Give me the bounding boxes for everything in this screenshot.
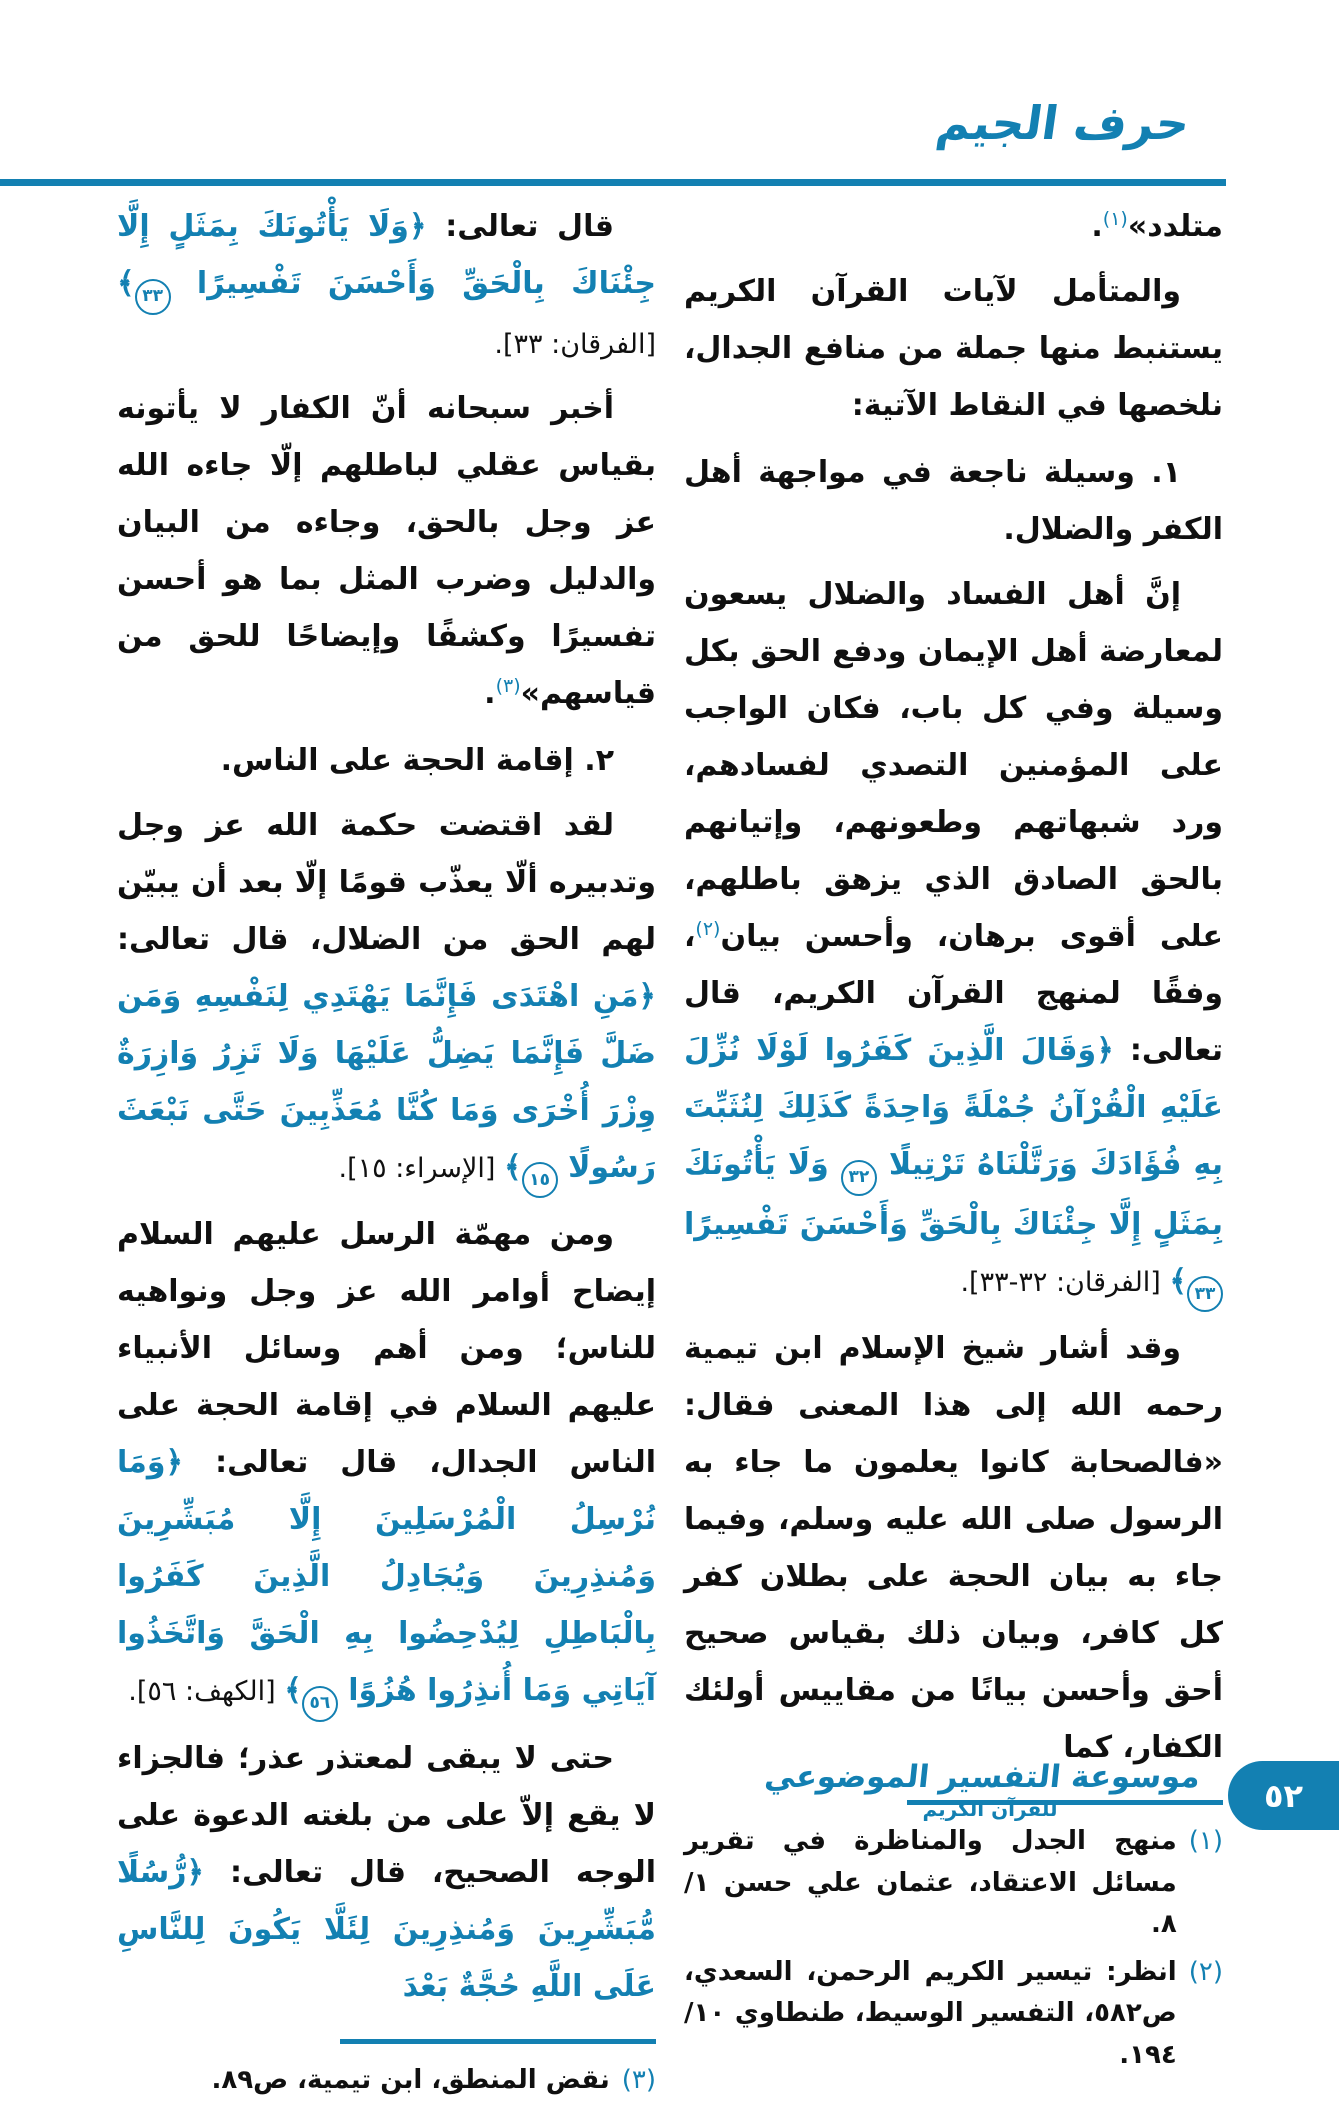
quran-verse: ﴾ bbox=[1169, 1263, 1187, 1299]
text-run: . bbox=[1091, 209, 1103, 244]
quran-verse: ﴿وَمَا نُرْسِلُ الْمُرْسَلِينَ إِلَّا مُبَشِّرِينَ وَمُنذِرِينَ وَيُجَادِلُ الَّذِينَ كَفَرُوا بِالْبَاطِلِ لِيُدْحِضُوا بِهِ الْحَقَّ وَاتَّخَذُوا آيَاتِي وَمَا أُنذِرُوا هُزُوًا bbox=[117, 1445, 656, 1708]
left-column bbox=[117, 198, 656, 2107]
paragraph bbox=[117, 1206, 656, 1722]
ayah-number-badge: ١٥ bbox=[522, 1162, 558, 1198]
text-run: والمتأمل لآيات القرآن الكريم يستنبط منها جملة من منافع الجدال، نلخصها في النقاط الآتية: bbox=[684, 274, 1223, 423]
heading-text: ١. وسيلة ناجعة في مواجهة أهل الكفر والضلال. bbox=[684, 455, 1223, 547]
footnote bbox=[684, 1821, 1223, 1946]
quran-verse: وَلَا يَأْتُونَكَ بِمَثَلٍ إِلَّا جِئْنَاكَ بِالْحَقِّ وَأَحْسَنَ تَفْسِيرًا bbox=[684, 1147, 1223, 1242]
paragraph bbox=[684, 198, 1223, 255]
page-number: ٥٢ bbox=[1263, 1776, 1304, 1815]
text-run: ومن مهمّة الرسل عليهم السلام إيضاح أوامر الله عز وجل ونواهيه للناس؛ ومن أهم وسائل الأنبياء عليهم السلام في إقامة الحجة على الناس الجدال، قال تعالى: bbox=[117, 1217, 656, 1480]
paragraph bbox=[684, 263, 1223, 434]
verse-reference: [الفرقان: ٣٢-٣٣]. bbox=[960, 1266, 1170, 1298]
logo-title-text: موسوعة التفسير الموضوعي bbox=[762, 1759, 1202, 1795]
quran-verse: ﴿وَلَا يَأْتُونَكَ بِمَثَلٍ إِلَّا جِئْنَاكَ بِالْحَقِّ وَأَحْسَنَ تَفْسِيرًا bbox=[117, 209, 656, 301]
paragraph bbox=[684, 1320, 1223, 1776]
paragraph bbox=[117, 797, 656, 1199]
ayah-number-badge: ٣٣ bbox=[135, 279, 171, 315]
text-run: حتى لا يبقى لمعتذر عذر؛ فالجزاء لا يقع إلاّ على من بلغته الدعوة على الوجه الصحيح، قال تعالى: bbox=[117, 1740, 656, 1890]
footnote-marker: (١) bbox=[1188, 1826, 1223, 1856]
footnote bbox=[684, 1952, 1223, 2077]
heading-text: ٢. إقامة الحجة على الناس. bbox=[220, 742, 614, 778]
quran-verse: ﴿وَقَالَ الَّذِينَ كَفَرُوا لَوْلَا نُزِّلَ عَلَيْهِ الْقُرْآنُ جُمْلَةً وَاحِدَةً كَذَلِكَ لِنُثَبِّتَ بِهِ فُؤَادَكَ وَرَتَّلْنَاهُ تَرْتِيلًا bbox=[684, 1033, 1223, 1182]
footnote-divider-rule bbox=[340, 2039, 656, 2044]
footnote-marker: (٢) bbox=[1188, 1956, 1223, 1987]
text-run: لقد اقتضت حكمة الله عز وجل وتدبيره ألّا يعذّب قومًا إلّا بعد أن يبيّن لهم الحق من الضلال، قال تعالى: bbox=[117, 807, 656, 957]
section-heading bbox=[684, 444, 1223, 558]
verse-reference: [الإسراء: ١٥]. bbox=[338, 1152, 505, 1184]
paragraph bbox=[117, 198, 656, 372]
quran-verse: ﴾ bbox=[284, 1673, 302, 1708]
footnote-marker: (٣) bbox=[621, 2064, 656, 2095]
logo-subtitle-text: للقرآن الكريم bbox=[922, 1797, 1058, 1822]
header-divider-rule bbox=[0, 179, 1226, 186]
page-number-badge bbox=[1228, 1761, 1339, 1830]
text-run: متلدد» bbox=[1127, 209, 1223, 244]
quran-verse: ﴿مَنِ اهْتَدَى فَإِنَّمَا يَهْتَدِي لِنَفْسِهِ وَمَن ضَلَّ فَإِنَّمَا يَضِلُّ عَلَيْهَا وَلَا تَزِرُ وَازِرَةٌ وِزْرَ أُخْرَى وَمَا كُنَّا مُعَذِّبِينَ حَتَّى نَبْعَثَ رَسُولًا bbox=[117, 978, 656, 1185]
verse-reference: [الفرقان: ٣٣]. bbox=[494, 328, 656, 360]
text-run: . bbox=[484, 675, 496, 711]
quran-verse: ﴿رُّسُلًا مُّبَشِّرِينَ وَمُنذِرِينَ لِئَلَّا يَكُونَ لِلنَّاسِ عَلَى اللَّهِ حُجَّةٌ بَعْدَ bbox=[117, 1854, 656, 2004]
encyclopedia-logo-calligraphy bbox=[762, 1759, 1202, 1822]
text-run: ، وفقًا لمنهج القرآن الكريم، قال تعالى: bbox=[684, 919, 1223, 1068]
footnotes-left bbox=[117, 2039, 656, 2102]
footnote bbox=[117, 2060, 656, 2102]
footnote-text: نقض المنطق، ابن تيمية، ص٨٩. bbox=[211, 2064, 610, 2095]
text-run: قال تعالى: bbox=[426, 209, 614, 244]
text-run: إنَّ أهل الفساد والضلال يسعون لمعارضة أهل الإيمان ودفع الحق بكل وسيلة وفي كل باب، فكان الواجب على المؤمنين التصدي لفسادهم، ورد شبهاتهم وطعونهم، وإتيانهم بالحق الصادق الذي يزهق باطلهم، على أقوى برهان، وأحسن بيان bbox=[684, 577, 1223, 954]
footnote-ref-2: (٢) bbox=[695, 918, 721, 940]
chapter-header-calligraphy: حرف الجيم bbox=[932, 96, 1193, 150]
ayah-number-badge: ٣٢ bbox=[841, 1160, 877, 1196]
paragraph bbox=[684, 566, 1223, 1312]
footnotes-right bbox=[684, 1797, 1223, 2077]
paragraph bbox=[117, 380, 656, 722]
quran-verse: ﴾ bbox=[504, 1149, 522, 1185]
footnote-ref-3: (٣) bbox=[495, 674, 521, 697]
footnote-ref-1: (١) bbox=[1102, 208, 1128, 230]
ayah-number-badge: ٣٣ bbox=[1187, 1276, 1223, 1312]
section-heading bbox=[117, 732, 656, 789]
ayah-number-badge: ٥٦ bbox=[302, 1686, 338, 1722]
quran-verse: ﴾ bbox=[117, 266, 135, 301]
text-run: وقد أشار شيخ الإسلام ابن تيمية رحمه الله إلى هذا المعنى فقال: «فالصحابة كانوا يعلمون ما جاء به الرسول صلى الله عليه وسلم، وفيما جاء به بيان الحجة على بطلان كفر كل كافر، وبيان ذلك بقياس صحيح أحق وأحسن بيانًا من مقاييس أولئك الكفار، كما bbox=[684, 1331, 1223, 1765]
verse-reference: [الكهف: ٥٦]. bbox=[128, 1676, 285, 1707]
paragraph bbox=[117, 1730, 656, 2015]
text-run: أخبر سبحانه أنّ الكفار لا يأتونه بقياس عقلي لباطلهم إلّا جاءه الله عز وجل بالحق، وجاءه من البيان والدليل وضرب المثل بما هو أحسن تفسيرًا وكشفًا وإيضاحًا للحق من قياسهم» bbox=[117, 390, 656, 711]
footnote-text: انظر: تيسير الكريم الرحمن، السعدي، ص٥٨٢، التفسير الوسيط، طنطاوي ١٠/ ١٩٤. bbox=[684, 1956, 1177, 2070]
footnote-text: منهج الجدل والمناظرة في تقرير مسائل الاعتقاد، عثمان علي حسن ١/ ٨. bbox=[684, 1826, 1177, 1940]
